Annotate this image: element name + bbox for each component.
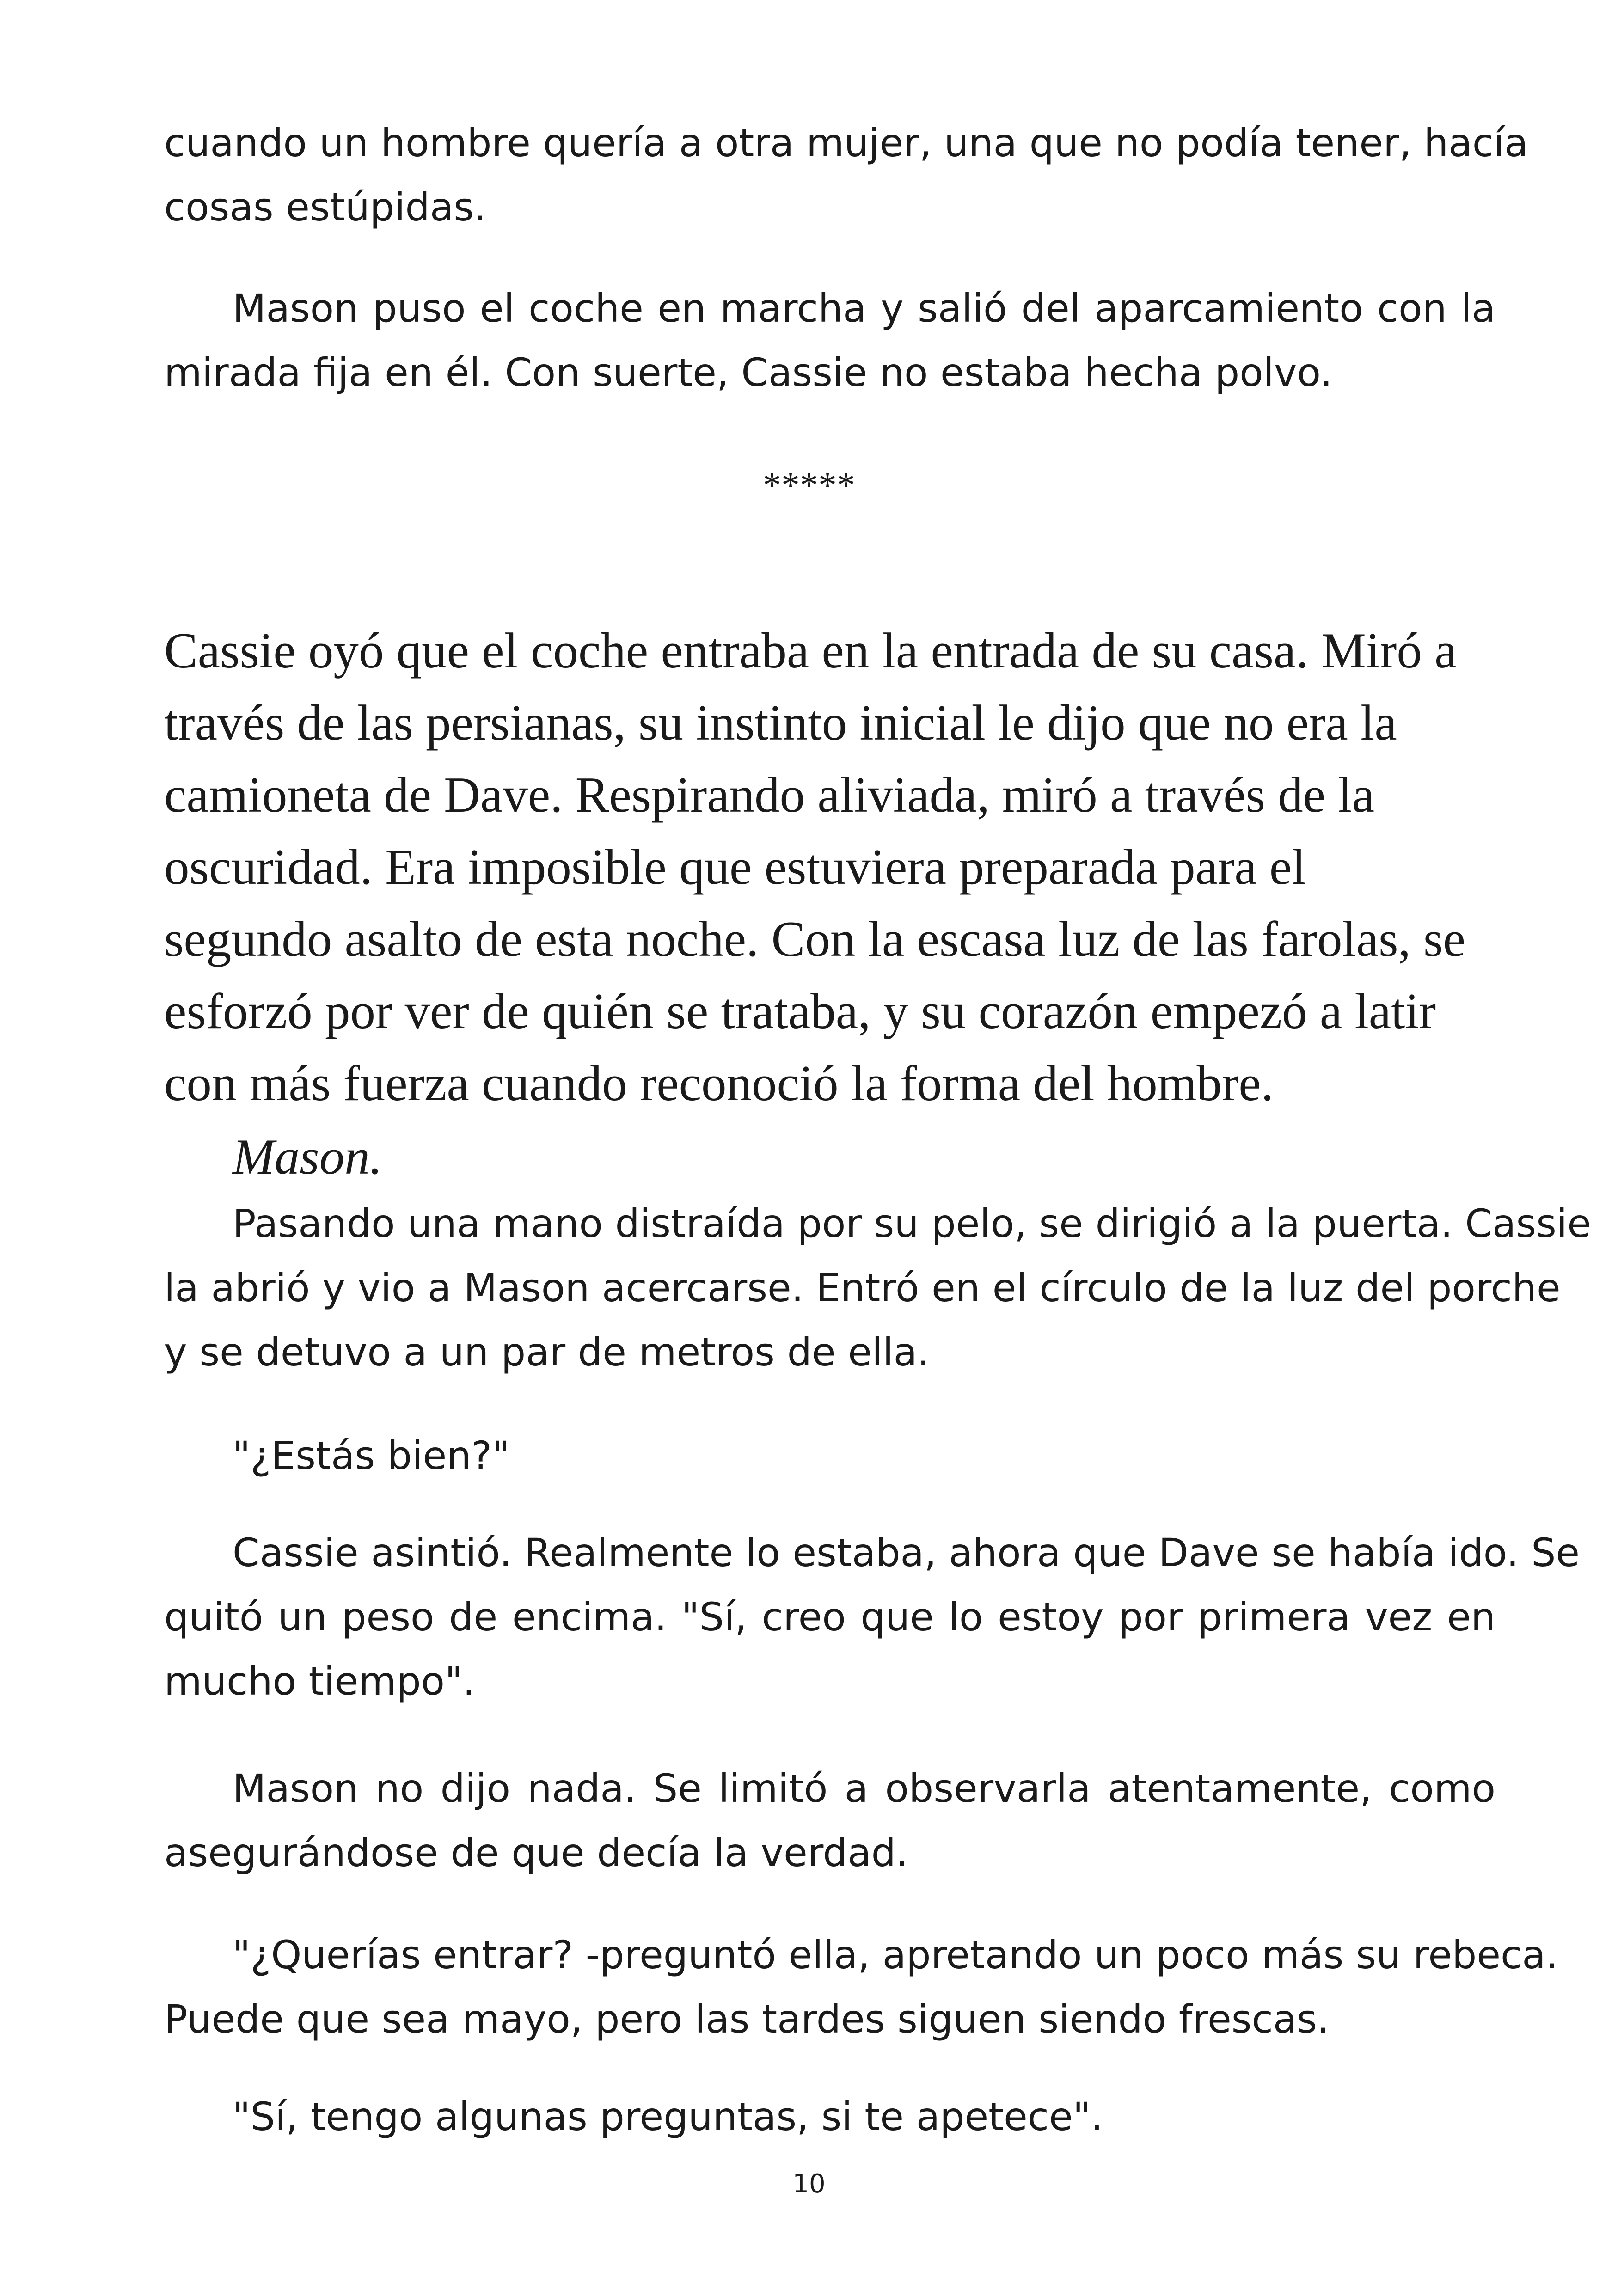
scene-divider: ***** <box>763 465 855 506</box>
paragraph-line: camioneta de Dave. Respirando aliviada, miró a través de la <box>164 767 1374 823</box>
paragraph-1 <box>164 111 1528 239</box>
paragraph-line: Mason no dijo nada. Se limitó a observarla atentamente, como <box>233 1766 1495 1811</box>
paragraph-8 <box>164 1757 1495 1885</box>
paragraph-line: con más fuerza cuando reconoció la forma del hombre. <box>164 1055 1274 1111</box>
paragraph-line: oscuridad. Era imposible que estuviera preparada para el <box>164 839 1306 895</box>
page-number: 10 <box>792 2169 826 2199</box>
paragraph-line: mucho tiempo". <box>164 1659 475 1704</box>
paragraph-line: cosas estúpidas. <box>164 184 486 230</box>
paragraph-line: cuando un hombre quería a otra mujer, una que no podía tener, hacía <box>164 120 1528 165</box>
paragraph-line: Mason. <box>233 1129 382 1185</box>
paragraph-4 <box>164 1121 1564 1193</box>
paragraph-line: y se detuvo a un par de metros de ella. <box>164 1329 930 1375</box>
paragraph-line: segundo asalto de esta noche. Con la escasa luz de las farolas, se <box>164 911 1465 967</box>
paragraph-10 <box>164 2085 1564 2149</box>
paragraph-line: Cassie asintió. Realmente lo estaba, ahora que Dave se había ido. Se <box>233 1530 1580 1575</box>
paragraph-line: Puede que sea mayo, pero las tardes siguen siendo frescas. <box>164 1996 1330 2042</box>
paragraph-7 <box>164 1521 1580 1714</box>
paragraph-line: través de las persianas, su instinto inicial le dijo que no era la <box>164 695 1397 751</box>
paragraph-line: "¿Querías entrar? -preguntó ella, apretando un poco más su rebeca. <box>233 1932 1558 1978</box>
paragraph-9 <box>164 1923 1558 2051</box>
paragraph-line: "¿Estás bien?" <box>233 1433 510 1478</box>
paragraph-line: Pasando una mano distraída por su pelo, se dirigió a la puerta. Cassie <box>233 1201 1591 1246</box>
paragraph-line: mirada fija en él. Con suerte, Cassie no estaba hecha polvo. <box>164 350 1333 395</box>
paragraph-line: Mason puso el coche en marcha y salió del aparcamiento con la <box>233 286 1495 331</box>
paragraph-line: quitó un peso de encima. "Sí, creo que lo estoy por primera vez en <box>164 1594 1495 1640</box>
paragraph-6 <box>164 1424 1564 1488</box>
paragraph-line: asegurándose de que decía la verdad. <box>164 1830 908 1875</box>
paragraph-line: Cassie oyó que el coche entraba en la entrada de su casa. Miró a <box>164 623 1457 679</box>
paragraph-3 <box>164 615 1495 1120</box>
paragraph-line: "Sí, tengo algunas preguntas, si te apetece". <box>233 2094 1103 2139</box>
paragraph-line: esforzó por ver de quién se trataba, y su corazón empezó a latir <box>164 983 1436 1039</box>
paragraph-line: la abrió y vio a Mason acercarse. Entró en el círculo de la luz del porche <box>164 1265 1561 1310</box>
paragraph-2 <box>164 276 1495 405</box>
paragraph-5 <box>164 1192 1591 1384</box>
